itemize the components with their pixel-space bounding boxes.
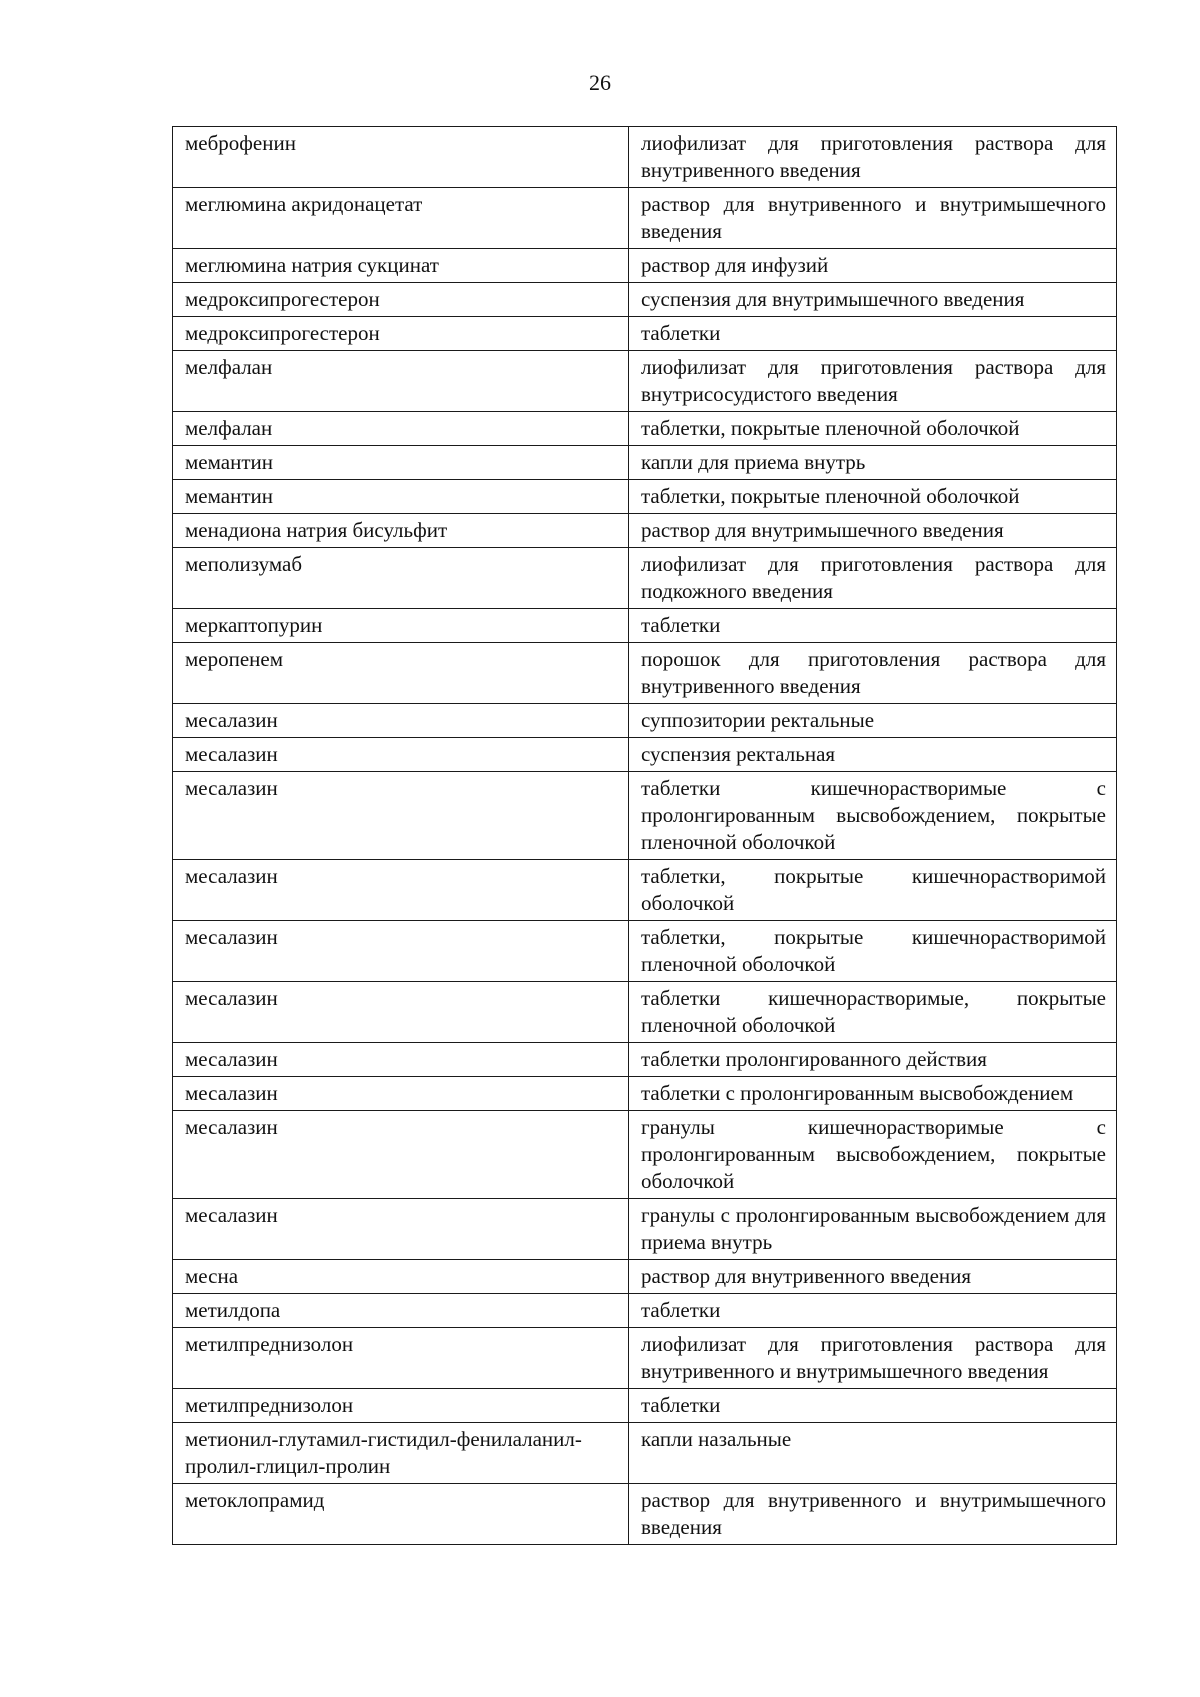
dosage-form-cell: гранулы кишечнорастворимые с пролонгированным высвобождением, покрытые оболочкой [629, 1111, 1117, 1199]
drug-name-cell: месна [173, 1260, 629, 1294]
dosage-form-cell: порошок для приготовления раствора для внутривенного введения [629, 643, 1117, 704]
dosage-form-cell: таблетки с пролонгированным высвобождением [629, 1077, 1117, 1111]
drug-name-cell: меброфенин [173, 127, 629, 188]
drug-name-cell: месалазин [173, 1043, 629, 1077]
drug-name-cell: метилдопа [173, 1294, 629, 1328]
dosage-form-cell: раствор для внутримышечного введения [629, 514, 1117, 548]
drug-name-cell: месалазин [173, 772, 629, 860]
drug-name-cell: менадиона натрия бисульфит [173, 514, 629, 548]
drug-name-cell: мемантин [173, 480, 629, 514]
table-row [173, 446, 1117, 480]
table-row [173, 1077, 1117, 1111]
table-row [173, 1423, 1117, 1484]
drug-name-cell: месалазин [173, 704, 629, 738]
table-row [173, 1043, 1117, 1077]
table-row [173, 1260, 1117, 1294]
table-row [173, 188, 1117, 249]
drug-name-cell: метилпреднизолон [173, 1328, 629, 1389]
dosage-form-cell: таблетки [629, 609, 1117, 643]
page-number: 26 [589, 70, 611, 95]
drug-name-cell: меркаптопурин [173, 609, 629, 643]
dosage-form-cell: таблетки кишечнорастворимые с пролонгированным высвобождением, покрытые пленочной оболочкой [629, 772, 1117, 860]
dosage-form-cell: гранулы с пролонгированным высвобождением для приема внутрь [629, 1199, 1117, 1260]
table-row [173, 1294, 1117, 1328]
drug-name-cell: мелфалан [173, 412, 629, 446]
drug-name-cell: медроксипрогестерон [173, 283, 629, 317]
table-row [173, 704, 1117, 738]
dosage-form-cell: таблетки, покрытые пленочной оболочкой [629, 412, 1117, 446]
table-row [173, 283, 1117, 317]
drug-name-cell: месалазин [173, 1199, 629, 1260]
drug-name-cell: меполизумаб [173, 548, 629, 609]
table-row [173, 1389, 1117, 1423]
table-row [173, 1111, 1117, 1199]
drug-forms-table [172, 126, 1117, 1545]
dosage-form-cell: капли для приема внутрь [629, 446, 1117, 480]
dosage-form-cell: лиофилизат для приготовления раствора для внутрисосудистого введения [629, 351, 1117, 412]
drug-name-cell: медроксипрогестерон [173, 317, 629, 351]
table-row [173, 514, 1117, 548]
table-row [173, 548, 1117, 609]
dosage-form-cell: капли назальные [629, 1423, 1117, 1484]
drug-name-cell: меглюмина акридонацетат [173, 188, 629, 249]
table-row [173, 982, 1117, 1043]
dosage-form-cell: таблетки [629, 1389, 1117, 1423]
drug-name-cell: меглюмина натрия сукцинат [173, 249, 629, 283]
table-body [173, 127, 1117, 1545]
dosage-form-cell: раствор для внутривенного и внутримышечного введения [629, 1484, 1117, 1545]
drug-name-cell: меропенем [173, 643, 629, 704]
dosage-form-cell: таблетки, покрытые кишечнорастворимой оболочкой [629, 860, 1117, 921]
dosage-form-cell: таблетки пролонгированного действия [629, 1043, 1117, 1077]
table-row [173, 317, 1117, 351]
drug-name-cell: мемантин [173, 446, 629, 480]
table-row [173, 738, 1117, 772]
dosage-form-cell: таблетки кишечнорастворимые, покрытые пленочной оболочкой [629, 982, 1117, 1043]
dosage-form-cell: суспензия для внутримышечного введения [629, 283, 1117, 317]
drug-name-cell: месалазин [173, 860, 629, 921]
table-row [173, 921, 1117, 982]
drug-name-cell: метионил-глутамил-гистидил-фенилаланил-пролил-глицил-пролин [173, 1423, 629, 1484]
dosage-form-cell: суппозитории ректальные [629, 704, 1117, 738]
drug-name-cell: мелфалан [173, 351, 629, 412]
table-row [173, 480, 1117, 514]
table-row [173, 1199, 1117, 1260]
table-row [173, 127, 1117, 188]
dosage-form-cell: лиофилизат для приготовления раствора для внутривенного и внутримышечного введения [629, 1328, 1117, 1389]
dosage-form-cell: раствор для внутривенного и внутримышечного введения [629, 188, 1117, 249]
table-row [173, 249, 1117, 283]
dosage-form-cell: таблетки, покрытые кишечнорастворимой пленочной оболочкой [629, 921, 1117, 982]
dosage-form-cell: раствор для инфузий [629, 249, 1117, 283]
dosage-form-cell: таблетки, покрытые пленочной оболочкой [629, 480, 1117, 514]
table-row [173, 643, 1117, 704]
table-row [173, 860, 1117, 921]
drug-name-cell: месалазин [173, 1077, 629, 1111]
drug-name-cell: месалазин [173, 1111, 629, 1199]
dosage-form-cell: таблетки [629, 1294, 1117, 1328]
table-row [173, 412, 1117, 446]
table-row [173, 772, 1117, 860]
table-row [173, 1328, 1117, 1389]
table-row [173, 1484, 1117, 1545]
table-row [173, 609, 1117, 643]
drug-name-cell: месалазин [173, 921, 629, 982]
drug-name-cell: метоклопрамид [173, 1484, 629, 1545]
dosage-form-cell: раствор для внутривенного введения [629, 1260, 1117, 1294]
drug-name-cell: метилпреднизолон [173, 1389, 629, 1423]
table-row [173, 351, 1117, 412]
dosage-form-cell: лиофилизат для приготовления раствора для подкожного введения [629, 548, 1117, 609]
drug-name-cell: месалазин [173, 982, 629, 1043]
dosage-form-cell: лиофилизат для приготовления раствора для внутривенного введения [629, 127, 1117, 188]
drug-name-cell: месалазин [173, 738, 629, 772]
dosage-form-cell: таблетки [629, 317, 1117, 351]
dosage-form-cell: суспензия ректальная [629, 738, 1117, 772]
